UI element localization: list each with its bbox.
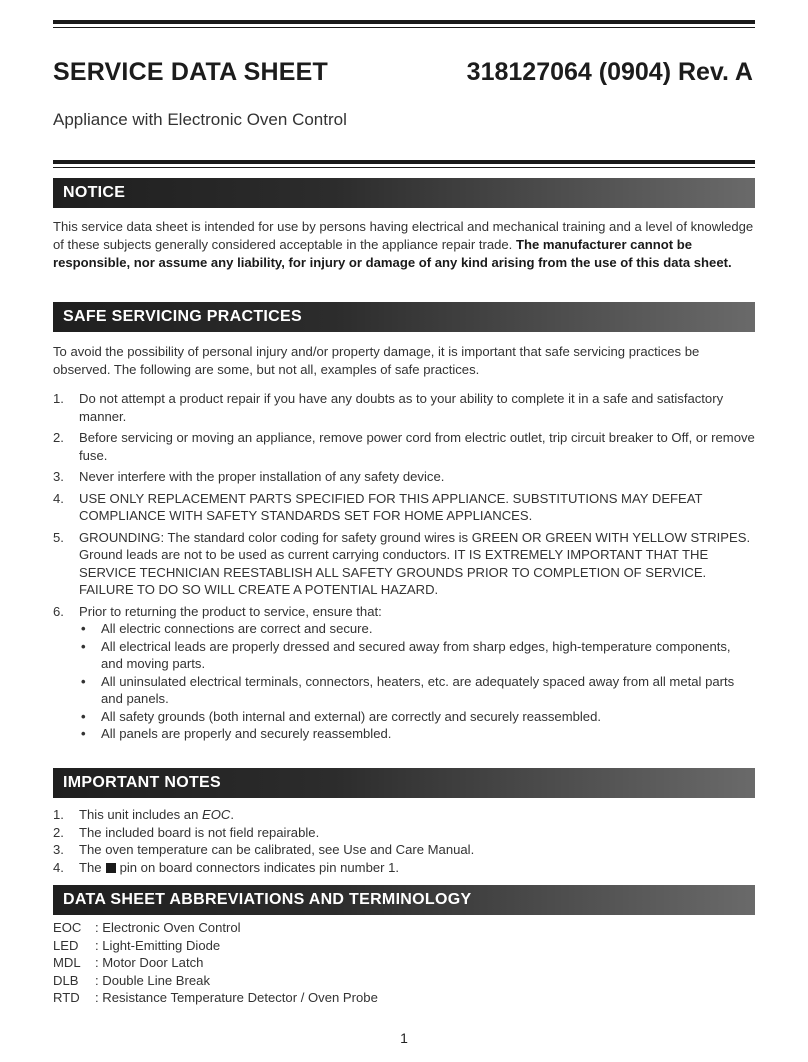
list-item-number: 6. xyxy=(53,603,64,619)
notice-body: This service data sheet is intended for use by persons having electrical and mechanical training and a level of knowledge of these subjects generally considered acceptable in the appliance repair trade. xyxy=(53,219,754,252)
checklist-item xyxy=(79,673,755,708)
checklist xyxy=(79,620,755,743)
abbreviation-row xyxy=(53,972,755,990)
abbreviations-list xyxy=(53,919,755,1007)
note-text: This unit includes an xyxy=(79,807,203,822)
top-rule-thick xyxy=(53,20,755,24)
bullet-icon: • xyxy=(81,708,86,724)
note-text: . xyxy=(230,807,235,822)
bullet-icon: • xyxy=(81,673,86,689)
list-item-text: Before servicing or moving an appliance, remove power cord from electric outlet, trip circuit breaker to Off, or remove fuse. xyxy=(79,430,755,463)
list-item-number: 2. xyxy=(53,430,64,445)
page-subtitle: Appliance with Electronic Oven Control xyxy=(53,110,347,129)
list-item-number: 4. xyxy=(53,859,64,875)
abbreviations-banner: DATA SHEET ABBREVIATIONS AND TERMINOLOGY xyxy=(53,885,755,915)
list-item-text: GROUNDING: The standard color coding for safety ground wires is GREEN OR GREEN WITH YELLOW STRIPES. Ground leads are not to be used as current carrying conductors. IT IS EXTREMELY IMPORTANT THAT THE SERVICE TECHNICIAN REESTABLISH ALL SAFETY GROUNDS PRIOR TO COMPLETION OF SERVICE. FAILURE TO DO SO WILL CREATE A POTENTIAL HAZARD. xyxy=(79,529,751,597)
pin-one-square-icon xyxy=(106,863,116,873)
important-notes-banner: IMPORTANT NOTES xyxy=(53,768,755,798)
checklist-item xyxy=(79,638,755,673)
list-item xyxy=(53,824,755,842)
important-notes-list xyxy=(53,806,755,876)
abbreviation-key: RTD xyxy=(53,990,80,1005)
list-item-number: 2. xyxy=(53,824,64,840)
safe-practices-intro: To avoid the possibility of personal injury and/or property damage, it is important that safe servicing practices be observed. The following are some, but not all, examples of safe practices. xyxy=(53,344,700,377)
top-rule-thin xyxy=(53,27,755,28)
safe-practices-list xyxy=(53,390,755,743)
checklist-text: All safety grounds (both internal and external) are correctly and securely reassembled. xyxy=(101,708,601,724)
checklist-text: All uninsulated electrical terminals, connectors, heaters, etc. are adequately spaced away from all metal parts and panels. xyxy=(101,673,735,706)
abbreviation-row xyxy=(53,989,755,1007)
document-number: 318127064 (0904) Rev. A xyxy=(466,58,753,86)
list-item-text: Prior to returning the product to service, ensure that: xyxy=(79,603,382,619)
abbreviation-row xyxy=(53,919,755,937)
checklist-text: All electrical leads are properly dressed and secured away from sharp edges, high-temperature components, and moving parts. xyxy=(101,638,731,671)
list-item-number: 4. xyxy=(53,490,64,506)
list-item xyxy=(53,529,755,599)
abbreviation-value: : Double Line Break xyxy=(95,972,211,988)
note-text: The included board is not field repairable. xyxy=(79,824,320,840)
mid-rule-thin xyxy=(53,167,755,168)
list-item xyxy=(53,390,755,425)
list-item xyxy=(53,859,755,877)
list-item xyxy=(53,841,755,859)
bullet-icon: • xyxy=(81,638,86,654)
list-item xyxy=(53,490,755,525)
note-emphasis: EOC xyxy=(202,807,231,822)
abbreviation-key: LED xyxy=(53,937,79,953)
list-item xyxy=(53,806,755,824)
checklist-text: All electric connections are correct and secure. xyxy=(101,621,373,636)
bullet-icon: • xyxy=(81,621,86,636)
page-title: SERVICE DATA SHEET xyxy=(53,58,328,86)
abbreviation-row xyxy=(53,954,755,972)
checklist-item xyxy=(79,620,755,638)
list-item-text: Never interfere with the proper installation of any safety device. xyxy=(79,469,445,484)
checklist-item xyxy=(79,708,755,726)
safe-practices-banner: SAFE SERVICING PRACTICES xyxy=(53,302,755,332)
note-text: The oven temperature can be calibrated, see Use and Care Manual. xyxy=(79,842,475,857)
abbreviation-value: : Motor Door Latch xyxy=(95,955,204,970)
notice-text xyxy=(53,218,755,272)
abbreviation-value: : Electronic Oven Control xyxy=(95,920,241,935)
abbreviation-value: : Resistance Temperature Detector / Oven Probe xyxy=(95,990,378,1005)
abbreviation-key: DLB xyxy=(53,972,79,988)
abbreviation-key: EOC xyxy=(53,920,82,935)
mid-rule-thick xyxy=(53,160,755,164)
checklist-text: All panels are properly and securely reassembled. xyxy=(101,726,392,741)
list-item-number: 3. xyxy=(53,842,64,857)
checklist-item xyxy=(79,725,755,743)
abbreviation-key: MDL xyxy=(53,955,81,970)
note-text: pin on board connectors indicates pin number 1. xyxy=(119,859,400,875)
list-item xyxy=(53,603,755,743)
notice-disclaimer: The manufacturer cannot be responsible, nor assume any liability, for injury or damage of any kind arising from the use of this data sheet. xyxy=(53,237,732,270)
list-item-number: 3. xyxy=(53,469,64,484)
list-item-number: 5. xyxy=(53,529,64,545)
abbreviation-row xyxy=(53,937,755,955)
list-item xyxy=(53,429,755,464)
list-item-text: Do not attempt a product repair if you have any doubts as to your ability to complete it in a safe and satisfactory manner. xyxy=(79,391,724,424)
notice-banner: NOTICE xyxy=(53,178,755,208)
note-text: The xyxy=(79,859,102,875)
bullet-icon: • xyxy=(81,726,86,741)
list-item-text: USE ONLY REPLACEMENT PARTS SPECIFIED FOR THIS APPLIANCE. SUBSTITUTIONS MAY DEFEAT COMPLIANCE WITH SAFETY STANDARDS SET FOR HOME APPLIANCES. xyxy=(79,490,703,523)
list-item xyxy=(53,468,755,486)
page-number: 1 xyxy=(400,1030,408,1046)
abbreviation-value: : Light-Emitting Diode xyxy=(95,937,221,953)
list-item-number: 1. xyxy=(53,807,64,822)
list-item-number: 1. xyxy=(53,391,64,406)
